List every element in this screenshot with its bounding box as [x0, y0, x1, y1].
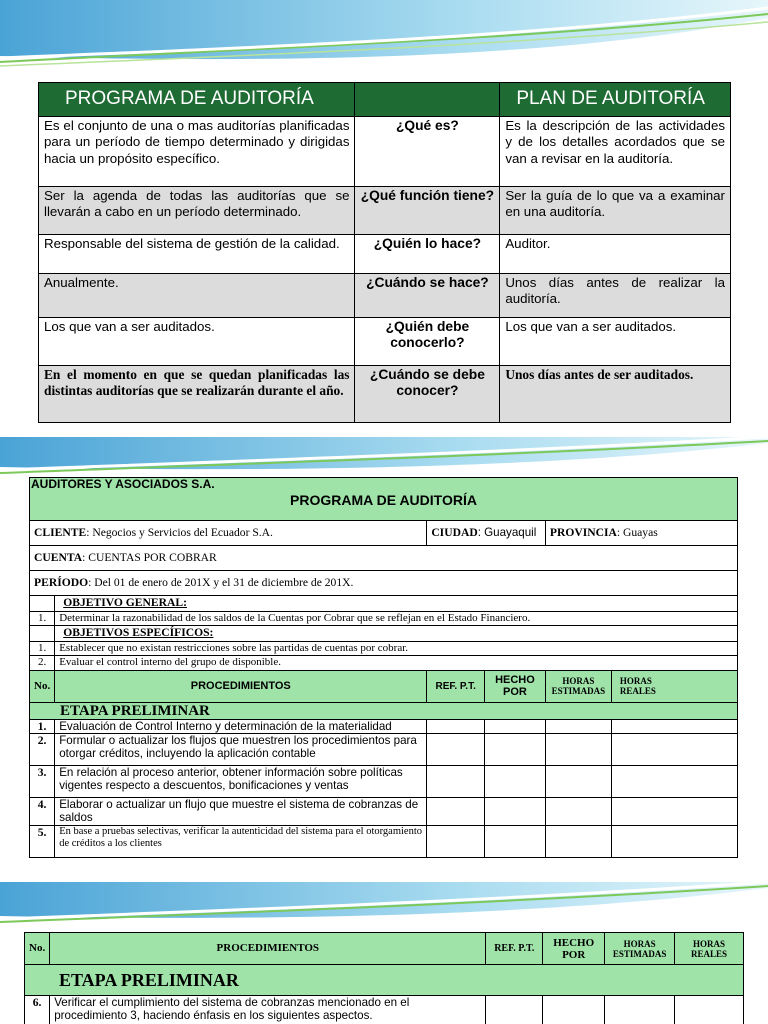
horas-reales-line-1: HORAS — [693, 938, 726, 949]
procedimientos-header: PROCEDIMIENTOS — [50, 933, 486, 965]
slide-2 — [0, 437, 768, 882]
etapa-row — [25, 965, 744, 996]
objetivos-especificos-label: OBJETIVOS ESPECÍFICOS: — [55, 626, 738, 642]
hecho-header: HECHO POR — [485, 670, 546, 702]
table-row — [39, 366, 731, 423]
cliente-label: CLIENTE — [34, 526, 87, 540]
programa-header: PROGRAMA DE AUDITORÍA — [39, 83, 355, 117]
objetivo-especifico-row — [30, 642, 738, 656]
plan-header: PLAN DE AUDITORÍA — [500, 83, 731, 117]
provincia-label: PROVINCIA — [549, 526, 617, 540]
etapa-label: ETAPA PRELIMINAR — [30, 702, 738, 719]
horas-estimadas-line-2: ESTIMADAS — [551, 686, 606, 697]
procedure-text: Elaborar o actualizar un flujo que muestre el sistema de cobranzas de saldos — [55, 797, 427, 825]
question-cell: ¿Qué función tiene? — [355, 187, 500, 235]
cuenta-row — [30, 546, 738, 571]
table-row — [39, 187, 731, 235]
objetivo-text: Establecer que no existan restricciones sobre las partidas de cuentas por cobrar. — [55, 642, 738, 656]
ciudad-value: : Guayaquil — [477, 526, 537, 540]
wave-decoration — [0, 0, 768, 80]
horas-reales-header — [611, 670, 737, 702]
objetivo-text: Determinar la razonabilidad de los saldos de la Cuentas por Cobrar que se reflejan en el Estado Financiero. — [55, 612, 738, 626]
procedure-number: 2. — [30, 733, 55, 765]
ref-header: REF. P.T. — [486, 933, 543, 965]
procedure-number: 5. — [30, 825, 55, 857]
procedure-text: Formular o actualizar los flujos que muestren los procedimientos para otorgar créditos, incluyendo la aplicación contable — [55, 733, 427, 765]
programa-cell: Responsable del sistema de gestión de la calidad. — [39, 235, 355, 274]
table-row — [30, 765, 738, 797]
plan-cell: Los que van a ser auditados. — [500, 318, 731, 366]
horas-estimadas-header — [545, 670, 611, 702]
objetivo-general-heading-row — [30, 596, 738, 612]
objetivo-num: 1. — [30, 642, 55, 656]
etapa-row — [30, 702, 738, 719]
horas-estimadas-line-1: HORAS — [623, 938, 656, 949]
objetivo-num: 1. — [30, 612, 55, 626]
horas-estimadas-line-2: ESTIMADAS — [612, 948, 667, 959]
objetivo-especifico-row — [30, 656, 738, 670]
program-title: PROGRAMA DE AUDITORÍA — [290, 492, 477, 508]
horas-reales-line-2: REALES — [619, 686, 656, 697]
question-cell: ¿Cuándo se debe conocer? — [355, 366, 500, 423]
question-cell: ¿Qué es? — [355, 117, 500, 187]
table-row — [30, 719, 738, 733]
procedure-text: Evaluación de Control Interno y determinación de la materialidad — [55, 719, 427, 733]
procedimientos-header: PROCEDIMIENTOS — [55, 670, 427, 702]
audit-program-table — [29, 477, 738, 858]
programa-cell: En el momento en que se quedan planificadas las distintas auditorías que se realizarán durante el año. — [39, 366, 355, 423]
provincia-value: : Guayas — [616, 526, 658, 540]
question-header — [355, 83, 500, 117]
plan-cell: Ser la guía de lo que va a examinar en una auditoría. — [500, 187, 731, 235]
comparison-table — [38, 82, 731, 423]
objetivo-num: 2. — [30, 656, 55, 670]
etapa-label: ETAPA PRELIMINAR — [25, 965, 744, 996]
programa-cell: Los que van a ser auditados. — [39, 318, 355, 366]
table-row — [39, 117, 731, 187]
slide-3 — [0, 882, 768, 1024]
company-name: AUDITORES Y ASOCIADOS S.A. — [31, 477, 215, 491]
periodo-row — [30, 571, 738, 596]
question-cell: ¿Cuándo se hace? — [355, 274, 500, 318]
objetivo-text: Evaluar el control interno del grupo de disponible. — [55, 656, 738, 670]
programa-cell: Ser la agenda de todas las auditorías que se llevarán a cabo en un período determinado. — [39, 187, 355, 235]
title-row — [30, 478, 738, 521]
no-header: No. — [25, 933, 50, 965]
slide-1 — [0, 0, 768, 437]
horas-reales-line-1: HORAS — [619, 676, 652, 687]
procedures-header-row — [25, 933, 744, 965]
question-cell: ¿Quién debe conocerlo? — [355, 318, 500, 366]
table-row — [30, 733, 738, 765]
programa-cell: Es el conjunto de una o mas auditorías planificadas para un período de tiempo determinado y dirigidas hacia un propósito específico. — [39, 117, 355, 187]
table-row — [39, 318, 731, 366]
horas-reales-line-2: REALES — [691, 948, 728, 959]
plan-cell: Es la descripción de las actividades y de los detalles acordados que se van a revisar en la auditoría. — [500, 117, 731, 187]
programa-cell: Anualmente. — [39, 274, 355, 318]
procedure-text: Verificar el cumplimiento del sistema de cobranzas mencionado en el procedimiento 3, haciendo énfasis en los siguientes aspectos. — [50, 996, 486, 1024]
procedure-text: En base a pruebas selectivas, verificar la autenticidad del sistema para el otorgamiento de créditos a los clientes — [55, 825, 427, 857]
comparison-header-row — [39, 83, 731, 117]
periodo-value: : Del 01 de enero de 201X y el 31 de diciembre de 201X. — [88, 576, 354, 590]
procedure-number: 4. — [30, 797, 55, 825]
procedures-header-row — [30, 670, 738, 702]
procedure-text: En relación al proceso anterior, obtener información sobre políticas vigentes respecto a descuentos, bonificaciones y ventas — [55, 765, 427, 797]
ref-header: REF. P.T. — [427, 670, 485, 702]
objetivos-especificos-heading-row — [30, 626, 738, 642]
table-row — [25, 996, 744, 1024]
ciudad-label: CIUDAD — [431, 526, 478, 540]
table-row — [30, 797, 738, 825]
client-row — [30, 521, 738, 546]
procedure-number: 1. — [30, 719, 55, 733]
hecho-header: HECHO POR — [543, 933, 605, 965]
cuenta-value: : CUENTAS POR COBRAR — [82, 551, 217, 565]
horas-reales-header — [675, 933, 744, 965]
question-cell: ¿Quién lo hace? — [355, 235, 500, 274]
table-row — [30, 825, 738, 857]
horas-estimadas-line-1: HORAS — [562, 676, 595, 687]
horas-estimadas-header — [605, 933, 675, 965]
cliente-value: : Negocios y Servicios del Ecuador S.A. — [86, 526, 273, 540]
cuenta-label: CUENTA — [34, 551, 83, 565]
plan-cell: Unos días antes de ser auditados. — [500, 366, 731, 423]
procedure-number: 3. — [30, 765, 55, 797]
objetivo-general-row — [30, 612, 738, 626]
procedure-number: 6. — [25, 996, 50, 1024]
no-header: No. — [30, 670, 55, 702]
audit-program-table-continued — [24, 932, 744, 1024]
objetivo-general-label: OBJETIVO GENERAL: — [55, 596, 738, 612]
periodo-label: PERÍODO — [34, 576, 89, 590]
table-row — [39, 274, 731, 318]
table-row — [39, 235, 731, 274]
plan-cell: Unos días antes de realizar la auditoría. — [500, 274, 731, 318]
plan-cell: Auditor. — [500, 235, 731, 274]
